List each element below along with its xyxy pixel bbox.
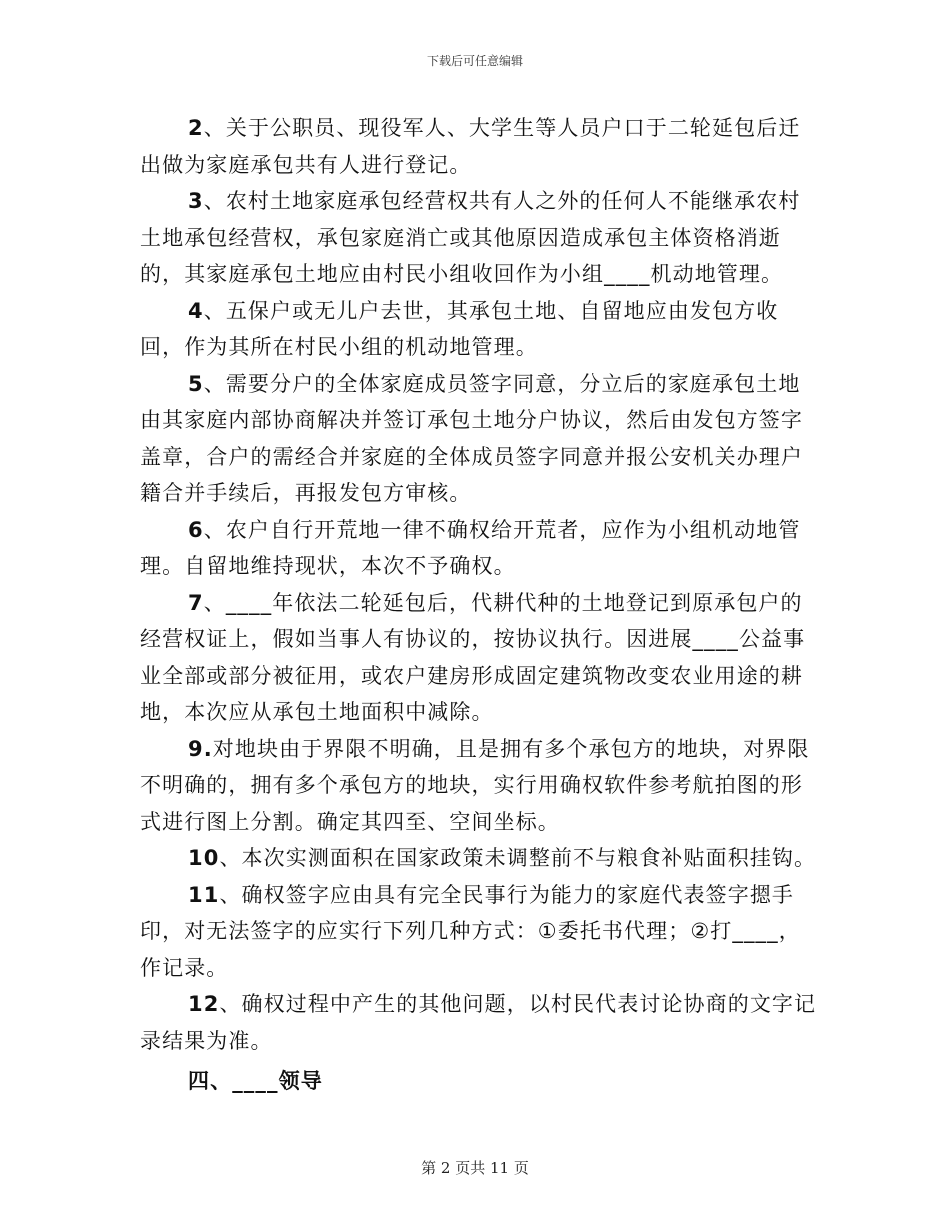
paragraph-text: 、本次实测面积在国家政策未调整前不与粮食补贴面积挂钩。 [219,846,817,870]
paragraph-12 [140,986,820,1059]
paragraph-7 [140,585,820,731]
paragraph-text: 、关于公职员、现役军人、大学生等人员户口于二轮延包后迁出做为家庭承包共有人进行登记。 [140,116,801,177]
paragraph-4 [140,293,820,366]
paragraph-text: 、需要分户的全体家庭成员签字同意，分立后的家庭承包土地由其家庭内部协商解决并签订承包土地分户协议，然后由发包方签字盖章，合户的需经合并家庭的全体成员签字同意并报公安机关办理户籍合并手续后，再报发包方审核。 [140,371,803,505]
paragraph-9 [140,731,820,841]
document-body [140,110,820,1100]
item-number: 5 [188,371,204,396]
paragraph-text: 、农户自行开荒地一律不确权给开荒者，应作为小组机动地管理。自留地维持现状，本次不予确权。 [140,517,801,578]
item-number: 3 [188,189,204,213]
paragraph-text: 、五保户或无儿户去世，其承包土地、自留地应由发包方收回，作为其所在村民小组的机动地管理。 [140,298,779,359]
paragraph-text: 对地块由于界限不明确，且是拥有多个承包方的地块，对界限不明确的，拥有多个承包方的地块，实行用确权软件参考航拍图的形式进行图上分割。确定其四至、空间坐标。 [140,736,810,834]
item-number: 2 [188,116,204,140]
paragraph-3 [140,183,820,293]
item-number: 10 [188,846,220,870]
paragraph-text: 、确权签字应由具有完全民事行为能力的家庭代表签字摁手印，对无法签字的应实行下列几种方式：①委托书代理；②打____，作记录。 [140,882,801,980]
paragraph-text: 、____年依法二轮延包后，代耕代种的土地登记到原承包户的经营权证上，假如当事人有协议的，按协议执行。因进展____公益事业全部或部分被征用，或农户建房形成固定建筑物改变农业用途的耕地，本次应从承包土地面积中减除。 [140,590,806,724]
item-number: 12 [188,992,220,1016]
paragraph-10 [140,840,820,877]
page-header: 下载后可任意编辑 [426,54,523,68]
paragraph-6 [140,512,820,585]
section-heading: 四、____领导 [188,1069,323,1093]
item-number: 4 [188,298,204,323]
paragraph-5 [140,366,820,512]
item-number: 11 [188,882,220,907]
item-number: 6 [188,517,204,542]
paragraph-2 [140,110,820,183]
page-footer: 第 2 页共 11 页 [421,1159,529,1177]
paragraph-11 [140,877,820,987]
paragraph-text: 、确权过程中产生的其他问题，以村民代表讨论协商的文字记录结果为准。 [140,992,817,1053]
paragraph-text: 、农村土地家庭承包经营权共有人之外的任何人不能继承农村土地承包经营权，承包家庭消亡或其他原因造成承包主体资格消逝的，其家庭承包土地应由村民小组收回作为小组____机动地管理。 [140,189,801,286]
item-number: 9. [188,736,213,761]
item-number: 7 [188,590,204,615]
